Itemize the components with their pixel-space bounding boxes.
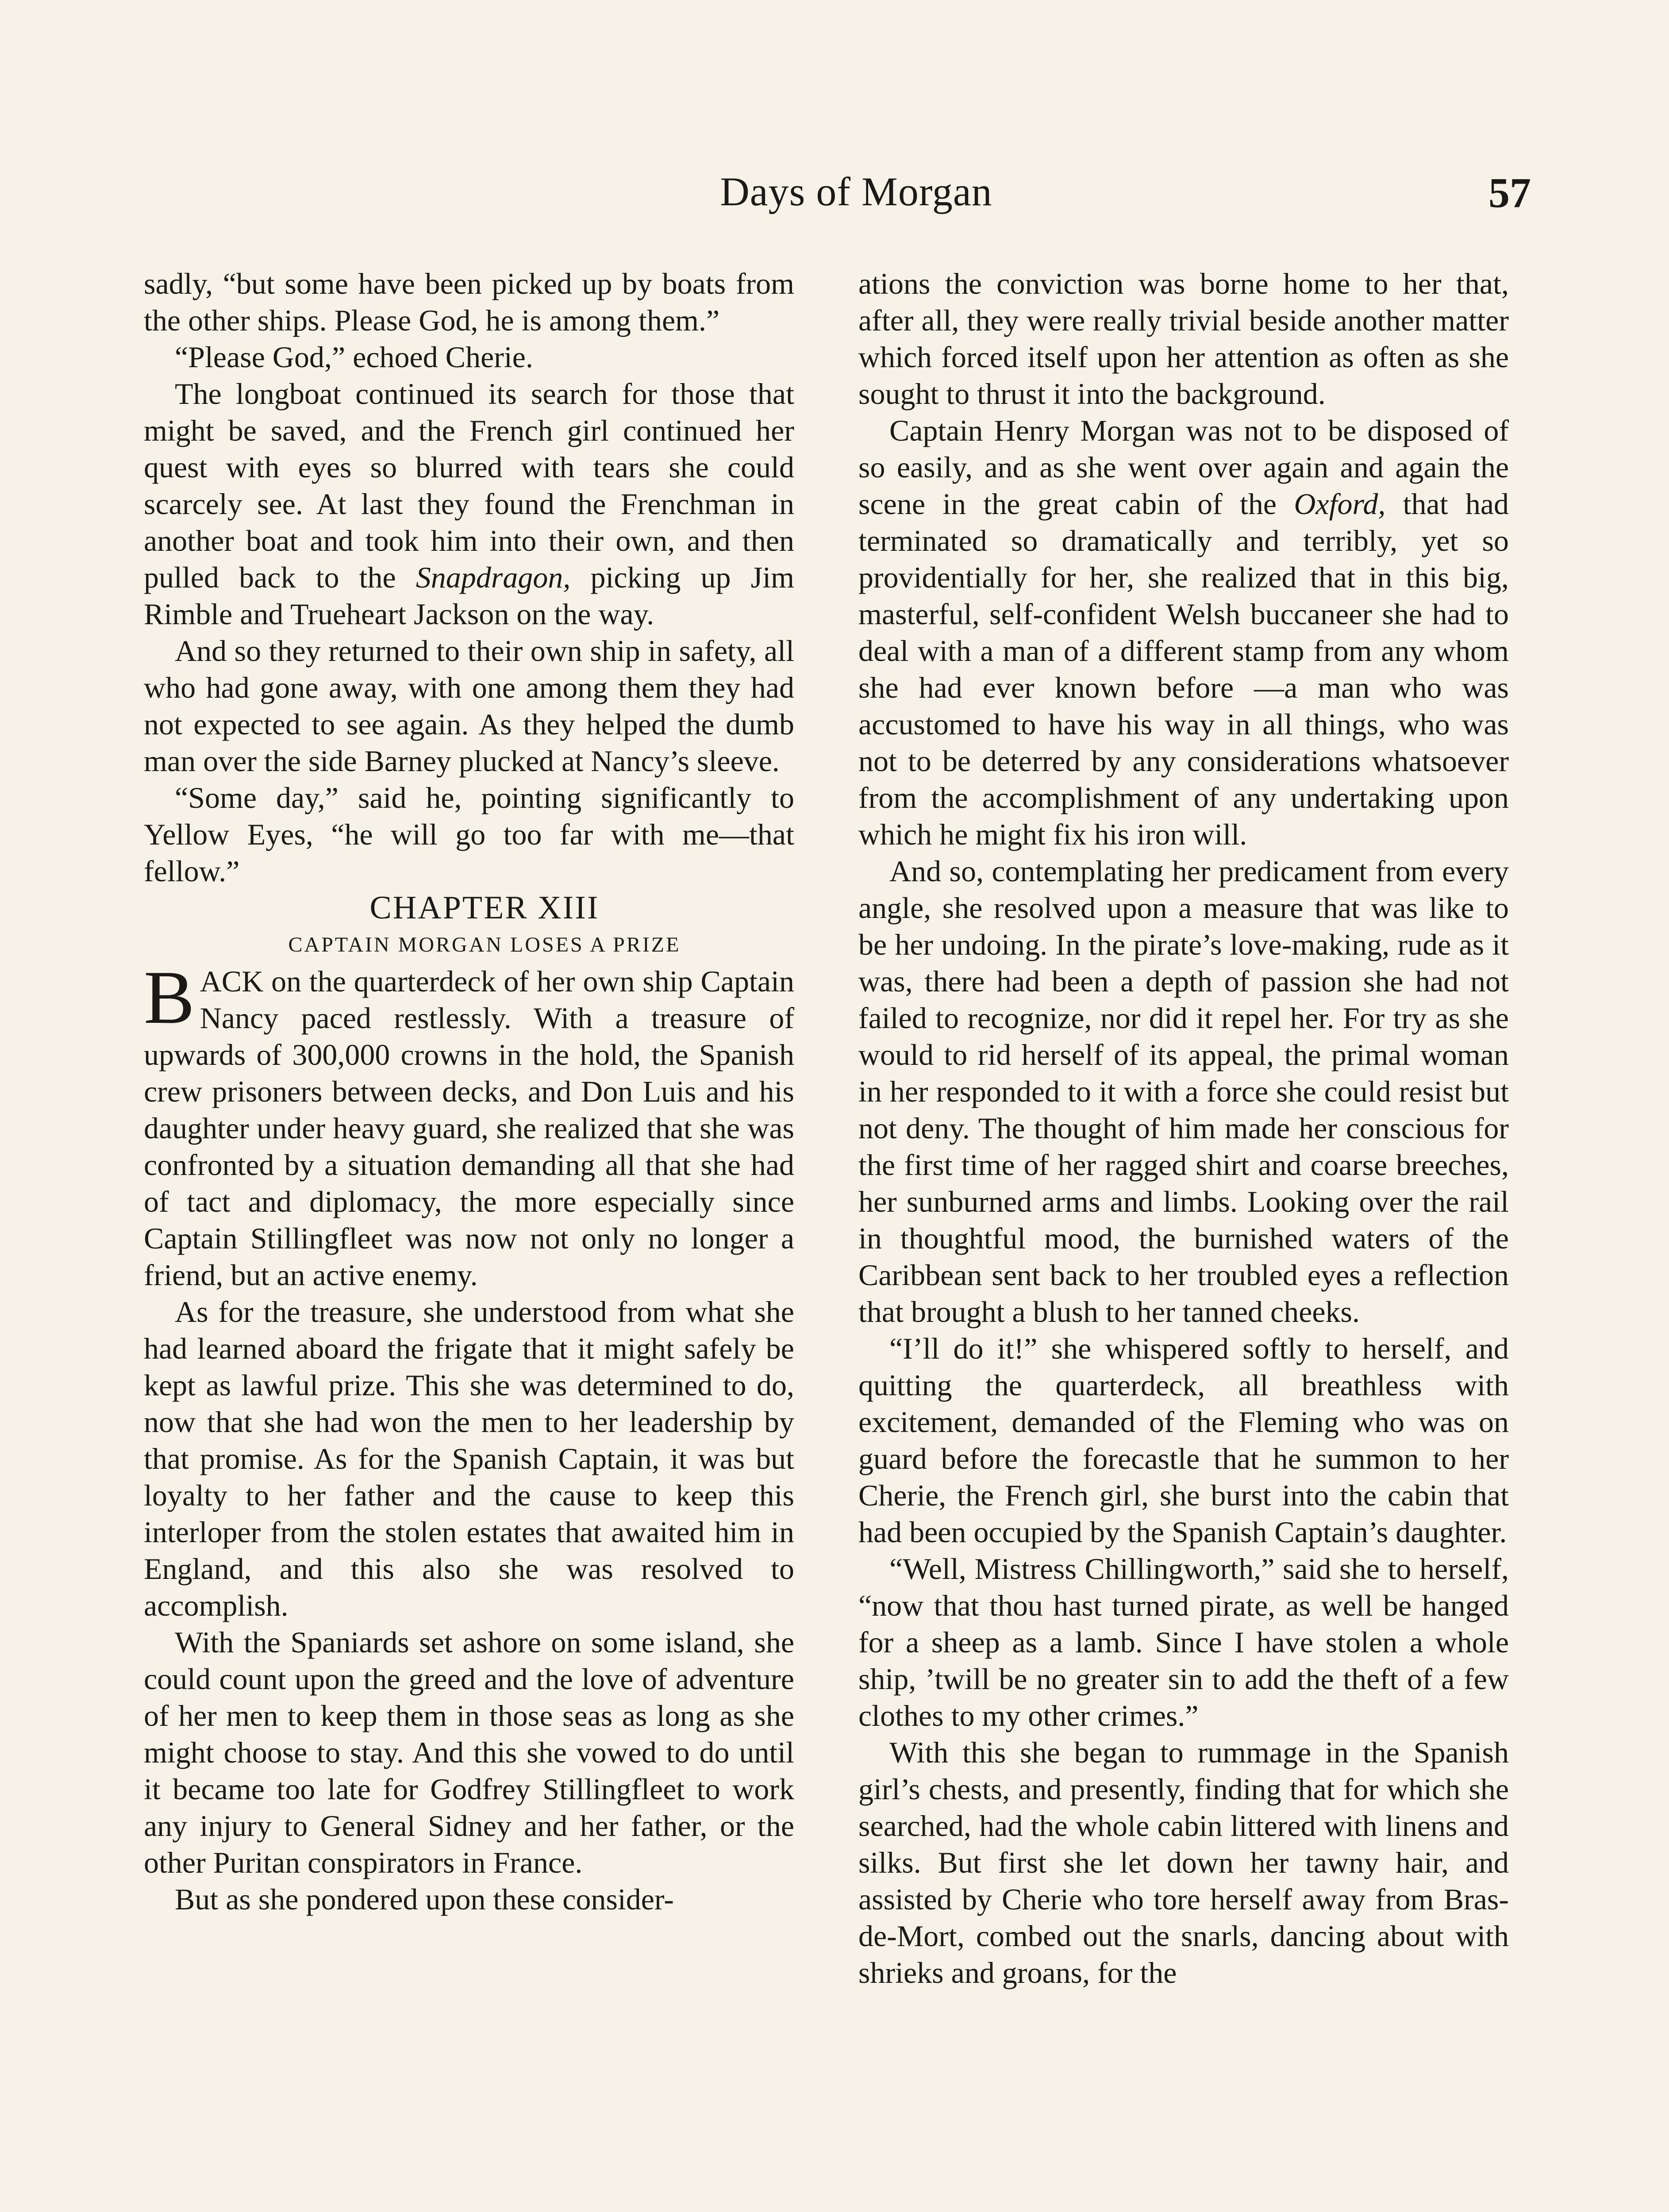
running-title: Days of Morgan — [720, 169, 992, 214]
paragraph — [144, 956, 794, 1294]
page-number: 57 — [1488, 169, 1531, 216]
text-span: ACK on the quarterdeck of her own ship Captain Nancy paced restlessly. With a treasure of upwards of 300,000 crowns in the hold, the Spanish crew prisoners between decks, and Don Luis and his daughter under heavy guard, she realized that she was confronted by a situation demanding all that she had of tact and diplomacy, the more especially since Captain Stillingfleet was now not only no longer a friend, but an active enemy. — [144, 964, 794, 1292]
chapter-subtitle: CAPTAIN MORGAN LOSES A PRIZE — [288, 933, 681, 956]
ship-name: Snapdragon, — [415, 561, 571, 594]
paragraph: And so they returned to their own ship in safety, all who had gone away, with one among them they had not expected to see again. As they helped the dumb man over the side Barney plucked at Nancy’s sleeve. — [144, 634, 794, 778]
paragraph — [858, 412, 1509, 853]
left-column — [144, 265, 794, 1918]
text-span: picking up Jim Rimble and Trueheart Jackson on the way. — [144, 561, 795, 631]
chapter-title: CHAPTER XIII — [369, 890, 600, 926]
drop-cap: B — [144, 956, 195, 1040]
paragraph: With the Spaniards set ashore on some island, she could count upon the greed and the love of adventure of her men to keep them in those seas as long as she might choose to stay. And this she vowed to do until it became too late for Godfrey Stillingfleet to work any injury to General Sidney and her father, or the other Puritan conspirators in France. — [144, 1625, 794, 1879]
paragraph: With this she began to rummage in the Spanish girl’s chests, and presently, finding that for which she searched, had the whole cabin littered with linens and silks. But first she let down her tawny hair, and assisted by Cherie who tore herself away from Bras-de-Mort, combed out the snarls, dancing about with shrieks and groans, for the — [858, 1736, 1509, 1989]
text-span: The longboat continued its search for those that might be saved, and the French girl continued her quest with eyes so blurred with tears she could scarcely see. At last they found the Frenchman in another boat and took him into their own, and then pulled back to the — [144, 377, 794, 594]
paragraph — [144, 376, 794, 633]
paragraph: “Some day,” said he, pointing significantly to Yellow Eyes, “he will go too far with me—that fellow.” — [144, 781, 794, 888]
running-head — [181, 168, 1531, 234]
paragraph: ations the conviction was borne home to her that, after all, they were really trivial beside another matter which forced itself upon her attention as often as she sought to thrust it into the background. — [858, 267, 1509, 411]
text-span: Captain Henry Morgan was not to be disposed of so easily, and as she went over again and again the scene in the great cabin of the — [858, 414, 1509, 521]
paragraph: “Well, Mistress Chillingworth,” said she to herself, “now that thou hast turned pirate, as well be hanged for a sheep as a lamb. Since I have stolen a whole ship, ’twill be no greater sin to add the theft of a few clothes to my other crimes.” — [858, 1552, 1509, 1732]
text-span: that had terminated so dramatically and terribly, yet so providentially for her, she realized that in this big, masterful, self-confident Welsh buccaneer she had to deal with a man of a different stamp from any whom she had ever known before —a man who was accustomed to have his way in all things, who was not to be deterred by any considerations whatsoever from the accomplishment of any undertaking upon which he might fix his iron will. — [858, 487, 1509, 851]
paragraph: As for the treasure, she understood from what she had learned aboard the frigate that it might safely be kept as lawful prize. This she was determined to do, now that she had won the men to her leadership by that promise. As for the Spanish Captain, it was but loyalty to her father and the cause to keep this interloper from the stolen estates that awaited him in England, and this also she was resolved to accomplish. — [144, 1295, 794, 1622]
paragraph: “I’ll do it!” she whispered softly to herself, and quitting the quarterdeck, all breathless with excitement, demanded of the Fleming who was on guard before the forecastle that he summon to her Cherie, the French girl, she burst into the cabin that had been occupied by the Spanish Captain’s daughter. — [858, 1332, 1509, 1549]
paragraph: But as she pondered upon these consider- — [175, 1882, 674, 1916]
right-column — [858, 265, 1509, 1991]
paragraph: sadly, “but some have been picked up by boats from the other ships. Please God, he is among them.” — [144, 267, 794, 337]
paragraph: And so, contemplating her predicament from every angle, she resolved upon a measure that was like to be her undoing. In the pirate’s love-making, rude as it was, there had been a depth of passion she had not failed to recognize, nor did it repel her. For try as she would to rid herself of its appeal, the primal woman in her responded to it with a force she could resist but not deny. The thought of him made her conscious for the first time of her ragged shirt and coarse breeches, her sunburned arms and limbs. Looking over the rail in thoughtful mood, the burnished waters of the Caribbean sent back to her troubled eyes a reflection that brought a blush to her tanned cheeks. — [858, 854, 1509, 1329]
paragraph: “Please God,” echoed Cherie. — [175, 340, 533, 374]
ship-name: Oxford, — [1294, 487, 1386, 521]
